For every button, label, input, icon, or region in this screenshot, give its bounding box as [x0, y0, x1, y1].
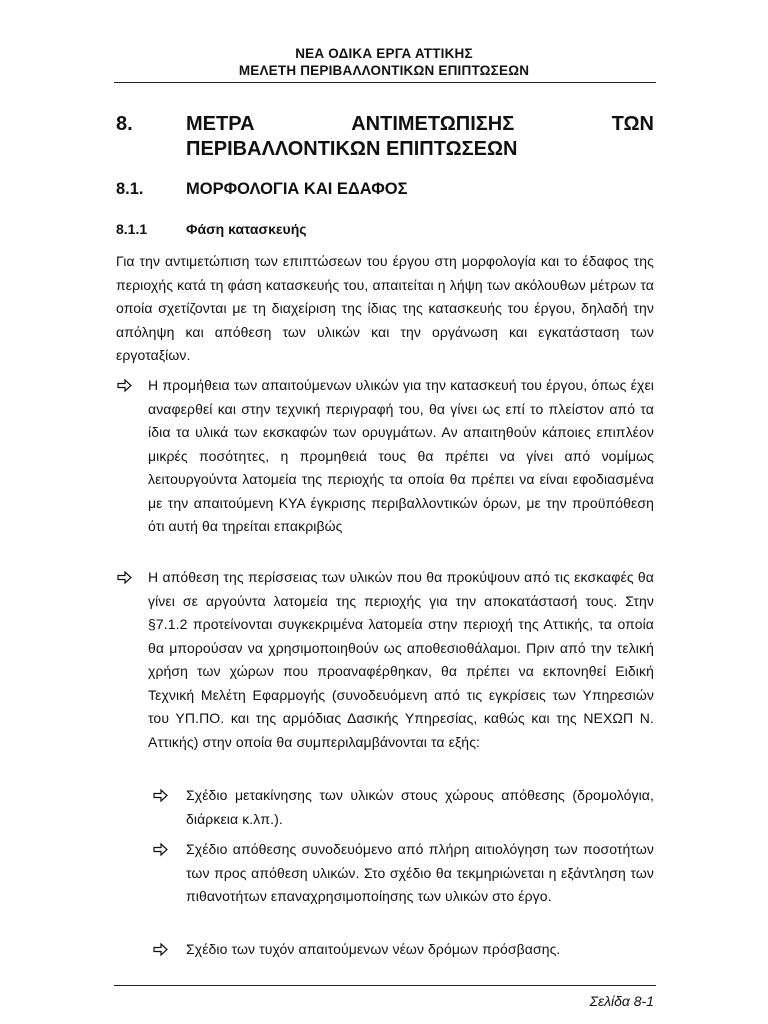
header-divider — [114, 82, 656, 83]
footer-divider — [114, 985, 656, 986]
sub-list-item — [152, 938, 654, 962]
page-number: Σελίδα 8-1 — [589, 993, 654, 1009]
arrow-right-outline-icon — [116, 566, 134, 589]
chapter-number: 8. — [116, 113, 133, 135]
header-line-2: ΜΕΛΕΤΗ ΠΕΡΙΒΑΛΛΟΝΤΙΚΩΝ ΕΠΙΠΤΩΣΕΩΝ — [238, 63, 530, 78]
sub-list-item-text: Σχέδιο απόθεσης συνοδευόμενο από πλήρη αιτιολόγηση των ποσοτήτων των προς απόθεση υλικών. Στο σχέδιο θα τεκμηριώνεται η εξάντληση των πιθανοτήτων επαναχρησιμοποίησης των υλικών στο έργο. — [186, 841, 654, 904]
list-item — [116, 374, 654, 539]
section-number: 8.1. — [116, 180, 144, 198]
section-title: ΜΟΡΦΟΛΟΓΙΑ ΚΑΙ ΕΔΑΦΟΣ — [186, 180, 408, 198]
sub-list-item-text: Σχέδιο μετακίνησης των υλικών στους χώρους απόθεσης (δρομολόγια, διάρκεια κ.λπ.). — [186, 787, 654, 827]
sub-list-item — [152, 784, 654, 831]
subsection-title: Φάση κατασκευής — [186, 221, 307, 237]
document-header — [0, 45, 768, 79]
chapter-title-line-1: ΜΕΤΡΑ ΑΝΤΙΜΕΤΩΠΙΣΗΣ ΤΩΝ — [186, 113, 654, 135]
arrow-right-outline-icon — [152, 838, 170, 861]
chapter-title-line-2: ΠΕΡΙΒΑΛΛΟΝΤΙΚΩΝ ΕΠΙΠΤΩΣΕΩΝ — [186, 138, 518, 160]
header-line-1: ΝΕΑ ΟΔΙΚΑ ΕΡΓΑ ΑΤΤΙΚΗΣ — [295, 46, 473, 61]
list-item-text: Η προμήθεια των απαιτούμενων υλικών για την κατασκευή του έργου, όπως έχει αναφερθεί και στην τεχνική περιγραφή του, θα γίνει ως επί το πλείστον από τα ίδια τα υλικά των εκσκαφών των ορυγμάτων. Αν απαιτηθούν κάποιες επιπλέον μικρές ποσότητες, η προμηθειά τους θα πρέπει να γίνει από νομίμως λειτουργούντα λατομεία της περιοχής τα οποία θα πρέπει να είναι εφοδιασμένα με την απαιτούμενη ΚΥΑ έγκρισης περιβαλλοντικών όρων, με την προϋπόθεση ότι αυτή θα τηρείται επακριβώς — [148, 377, 654, 534]
subsection-number: 8.1.1 — [116, 221, 148, 237]
arrow-right-outline-icon — [152, 784, 170, 807]
list-item-text: Η απόθεση της περίσσειας των υλικών που θα προκύψουν από τις εκσκαφές θα γίνει σε αργούντα λατομεία της περιοχής για την αποκατάστασή τους. Στην §7.1.2 προτείνονται συγκεκριμένα λατομεία στην περιοχή της Αττικής, τα οποία θα μπορούσαν να χρησιμοποιηθούν ως αποθεσιοθάλαμοι. Πριν από την τελική χρήση των χώρων που προαναφέρθηκαν, θα πρέπει να εκπονηθεί Ειδική Τεχνική Μελέτη Εφαρμογής (συνοδευόμενη από τις εγκρίσεις των Υπηρεσιών του ΥΠ.ΠΟ. και της αρμόδιας Δασικής Υπηρεσίας, καθώς και της ΝΕΧΩΠ Ν. Αττικής) στην οποία θα συμπεριλαμβάνονται τα εξής: — [148, 569, 654, 750]
sub-list-item — [152, 838, 654, 909]
sub-list-item-text: Σχέδιο των τυχόν απαιτούμενων νέων δρόμων πρόσβασης. — [186, 941, 561, 957]
arrow-right-outline-icon — [116, 374, 134, 397]
list-item — [116, 566, 654, 754]
arrow-right-outline-icon — [152, 938, 170, 961]
intro-paragraph: Για την αντιμετώπιση των επιπτώσεων του έργου στη μορφολογία και το έδαφος της περιοχής κατά τη φάση κατασκευής του, απαιτείται η λήψη των ακόλουθων μέτρων τα οποία σχετίζονται με τη διαχείριση της ίδιας της κατασκευής του έργου, δηλαδή την απόληψη και απόθεση των υλικών και την οργάνωση και εγκατάσταση των εργοταξίων. — [116, 253, 654, 363]
